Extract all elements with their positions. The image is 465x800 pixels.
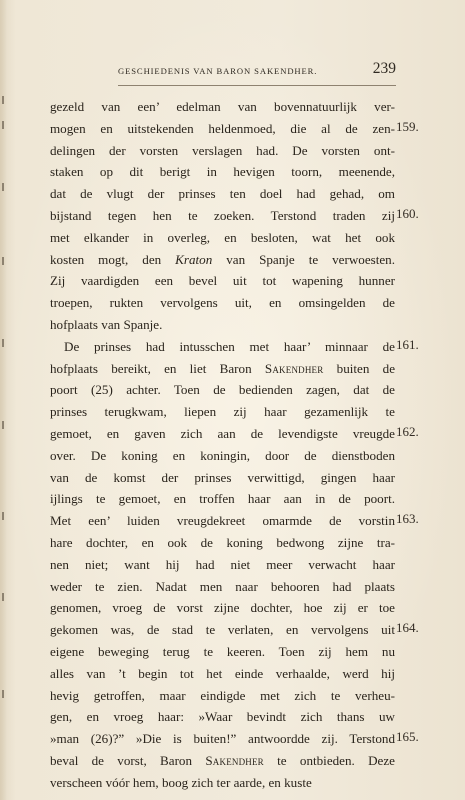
text-run: staken op dit berigt in hevigen toorn, meenende,	[50, 164, 395, 180]
text-line	[50, 314, 395, 336]
text-run: met elkander in overleg, en besloten, wat het ook	[50, 229, 395, 245]
text-run: mogen en uitstekenden heldenmoed, die al de zen-	[50, 120, 395, 136]
text-run: dat de vlugt der prinses ten doel had gehad, om	[50, 186, 395, 202]
text-line	[50, 554, 395, 576]
text-run: gekomen was, de stad te verlaten, en vervolgens uit	[50, 622, 395, 638]
text-run: hevig getroffen, maar eindigde met zich te verheu-	[50, 687, 395, 703]
text-run: prinses terugkwam, liepen zij haar gezamenlijk te	[50, 404, 395, 420]
margin-verse-number: 162.	[396, 424, 419, 439]
text-line	[50, 663, 395, 685]
text-run: delingen der vorsten verslagen had. De vorsten ont-	[50, 142, 395, 158]
text-run: hofplaats bereikt, en liet Baron	[50, 360, 265, 376]
text-line	[50, 510, 395, 532]
text-line	[50, 750, 395, 772]
gutter-mark	[2, 121, 4, 129]
gutter-mark	[2, 96, 4, 104]
text-line	[50, 467, 395, 489]
text-line	[50, 358, 395, 380]
text-line	[50, 249, 395, 271]
small-caps-name: Sakendher	[205, 752, 264, 768]
text-line	[50, 772, 395, 794]
text-run: bijstand tegen hen te zoeken. Terstond traden zij	[50, 207, 395, 223]
text-run: van de komst der prinses verwittigd, gingen haar	[50, 469, 395, 485]
gutter-mark	[2, 690, 4, 698]
margin-verse-number: 160.	[396, 206, 419, 221]
margin-verse-number: 165.	[396, 729, 419, 745]
italic-term: Kraton	[175, 251, 213, 267]
margin-verse-number: 163.	[396, 511, 419, 527]
text-run: alles van ’t begin tot het einde verhaalde, werd hij	[50, 665, 395, 681]
text-line	[50, 379, 395, 401]
text-run: gen, en vroeg haar: »Waar bevindt zich thans uw	[50, 709, 395, 725]
header-rule	[118, 85, 396, 86]
text-line	[50, 706, 395, 728]
text-line	[50, 183, 395, 205]
text-line	[50, 161, 395, 183]
text-run: Met een’ luiden vreugdekreet omarmde de vorstin	[50, 513, 395, 529]
text-line	[50, 227, 395, 249]
text-line	[50, 685, 395, 707]
running-title: GESCHIEDENIS VAN BARON SAKENDHER.	[118, 66, 318, 76]
text-run: nen niet; want hij had niet meer verwacht haar	[50, 556, 395, 572]
gutter-mark	[2, 183, 4, 191]
text-run: beval de vorst, Baron	[50, 752, 206, 768]
text-run: hare dochter, en ook de koning bedwong zijne tra-	[50, 534, 395, 550]
text-line	[50, 597, 395, 619]
text-line	[50, 96, 395, 118]
text-line	[50, 270, 395, 292]
small-caps-name: Sakendher	[264, 360, 324, 376]
text-run: over. De koning en koningin, door de dienstboden	[50, 447, 395, 463]
text-run: te ontbieden. Deze	[263, 752, 395, 768]
text-run: kosten mogt, den	[50, 251, 176, 267]
text-run: hofplaats van Spanje.	[50, 316, 163, 332]
gutter-mark	[2, 257, 4, 265]
text-run: Zij vaardigden een bevel uit tot wapening hunner	[50, 273, 395, 289]
text-line	[50, 292, 395, 314]
text-run: gezeld van een’ edelman van bovennatuurlijk ver-	[50, 99, 395, 114]
text-line	[50, 532, 395, 554]
page-header	[118, 60, 396, 82]
text-run: gemoet, en gaven zich aan de levendigste vreugde	[50, 425, 395, 441]
text-line	[50, 140, 395, 162]
margin-verse-number: 164.	[396, 620, 419, 636]
body-text	[50, 96, 395, 794]
text-line	[50, 576, 395, 598]
text-line	[50, 619, 395, 641]
text-line	[50, 423, 395, 445]
text-line	[50, 641, 395, 663]
page-gutter-shadow	[0, 0, 7, 800]
margin-verse-number: 161.	[396, 336, 419, 352]
text-run: van Spanje te verwoesten.	[212, 251, 396, 267]
page-number: 239	[372, 60, 396, 77]
text-run: weder te zien. Nadat men naar behooren had plaats	[50, 578, 395, 594]
text-run: troepen, rukten vervolgens uit, en omsingelden de	[50, 295, 395, 311]
text-line	[50, 728, 395, 750]
text-line	[50, 445, 395, 467]
text-line	[50, 401, 395, 423]
gutter-mark	[2, 593, 4, 601]
text-run: ijlings te gemoet, en troffen haar aan in de poort.	[50, 491, 395, 507]
text-run: poort (25) achter. Toen de bedienden zagen, dat de	[50, 382, 395, 398]
gutter-mark	[2, 339, 4, 347]
text-run: buiten de	[323, 360, 396, 376]
gutter-mark	[2, 512, 4, 520]
text-line	[50, 488, 395, 510]
text-run: verscheen vóór hem, boog zich ter aarde, en kuste	[50, 774, 312, 790]
text-run: eigene beweging terug te keeren. Toen zij hem nu	[50, 643, 395, 659]
margin-verse-number: 159.	[396, 118, 419, 134]
text-run: De prinses had intusschen met haar’ minnaar de	[64, 338, 395, 354]
gutter-mark	[2, 421, 4, 429]
text-line	[50, 336, 395, 358]
text-run: »man (26)?” »Die is buiten!” antwoordde zij. Terstond	[50, 731, 395, 747]
text-line	[50, 118, 395, 140]
text-line	[50, 205, 395, 227]
text-run: genomen, vroeg de vorst zijne dochter, hoe zij er toe	[50, 600, 395, 616]
